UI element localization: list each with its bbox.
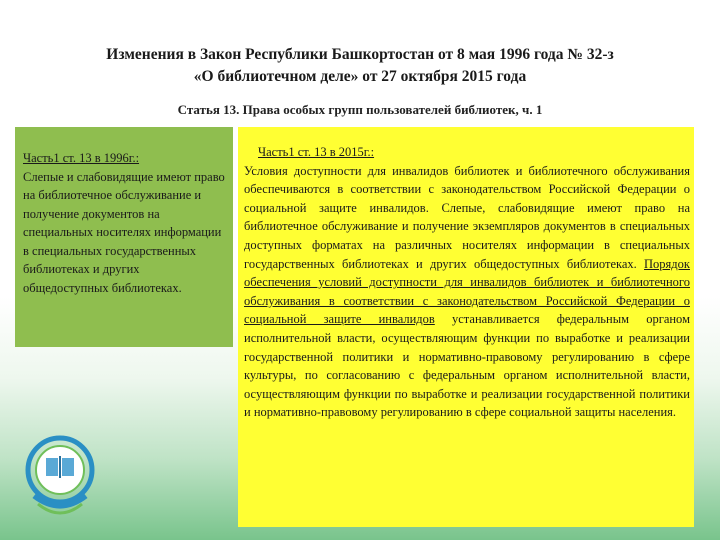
new-version-text-1: Условия доступности для инвалидов библиотек и библиотечного обслуживания обеспечиваются в соответствии с законодательством Российской Федерации о социальной защите инвалидов. Слепые, слабовидящие имеют право на библиотечное обслуживание и получение экземпляров документов в специальных доступных форматах на различных носителях информации в специальных государственных библиотеках и других общедоступных библиотеках.	[244, 163, 690, 271]
new-version-panel	[238, 127, 694, 527]
page-title	[40, 44, 680, 88]
title-line-1: Изменения в Закон Республики Башкортостан от 8 мая 1996 года № 32-з	[106, 46, 614, 63]
new-version-header: Часть1 ст. 13 в 2015г.:	[258, 145, 375, 159]
library-logo-icon	[20, 426, 100, 526]
old-version-panel	[15, 127, 233, 347]
title-line-2: «О библиотечном деле» от 27 октября 2015 года	[193, 68, 527, 85]
new-version-text-2: устанавливается федеральным органом исполнительной власти, осуществляющим функции по выработке и реализации государственной политики и нормативно-правовому регулированию в сфере культуры, по согласованию с федеральным органом исполнительной власти, осуществляющим функции по выработке и реализации государственной политики и нормативно-правовому регулированию в сфере социальной защиты населения.	[244, 312, 690, 420]
old-version-header: Часть1 ст. 13 в 1996г.:	[23, 151, 140, 165]
new-version-text-underlined: Порядок обеспечения условий доступности для инвалидов библиотек и библиотечного обслуживания в соответствии с законодательством Российской Федерации о социальной защите инвалидов	[244, 256, 690, 327]
old-version-text: Слепые и слабовидящие имеют право на библиотечное обслуживание и получение документов на специальных носителях информации в специальных государственных библиотеках и других общедоступных библиотеках.	[23, 169, 225, 295]
article-subtitle: Статья 13. Права особых групп пользователей библиотек, ч. 1	[177, 102, 543, 117]
